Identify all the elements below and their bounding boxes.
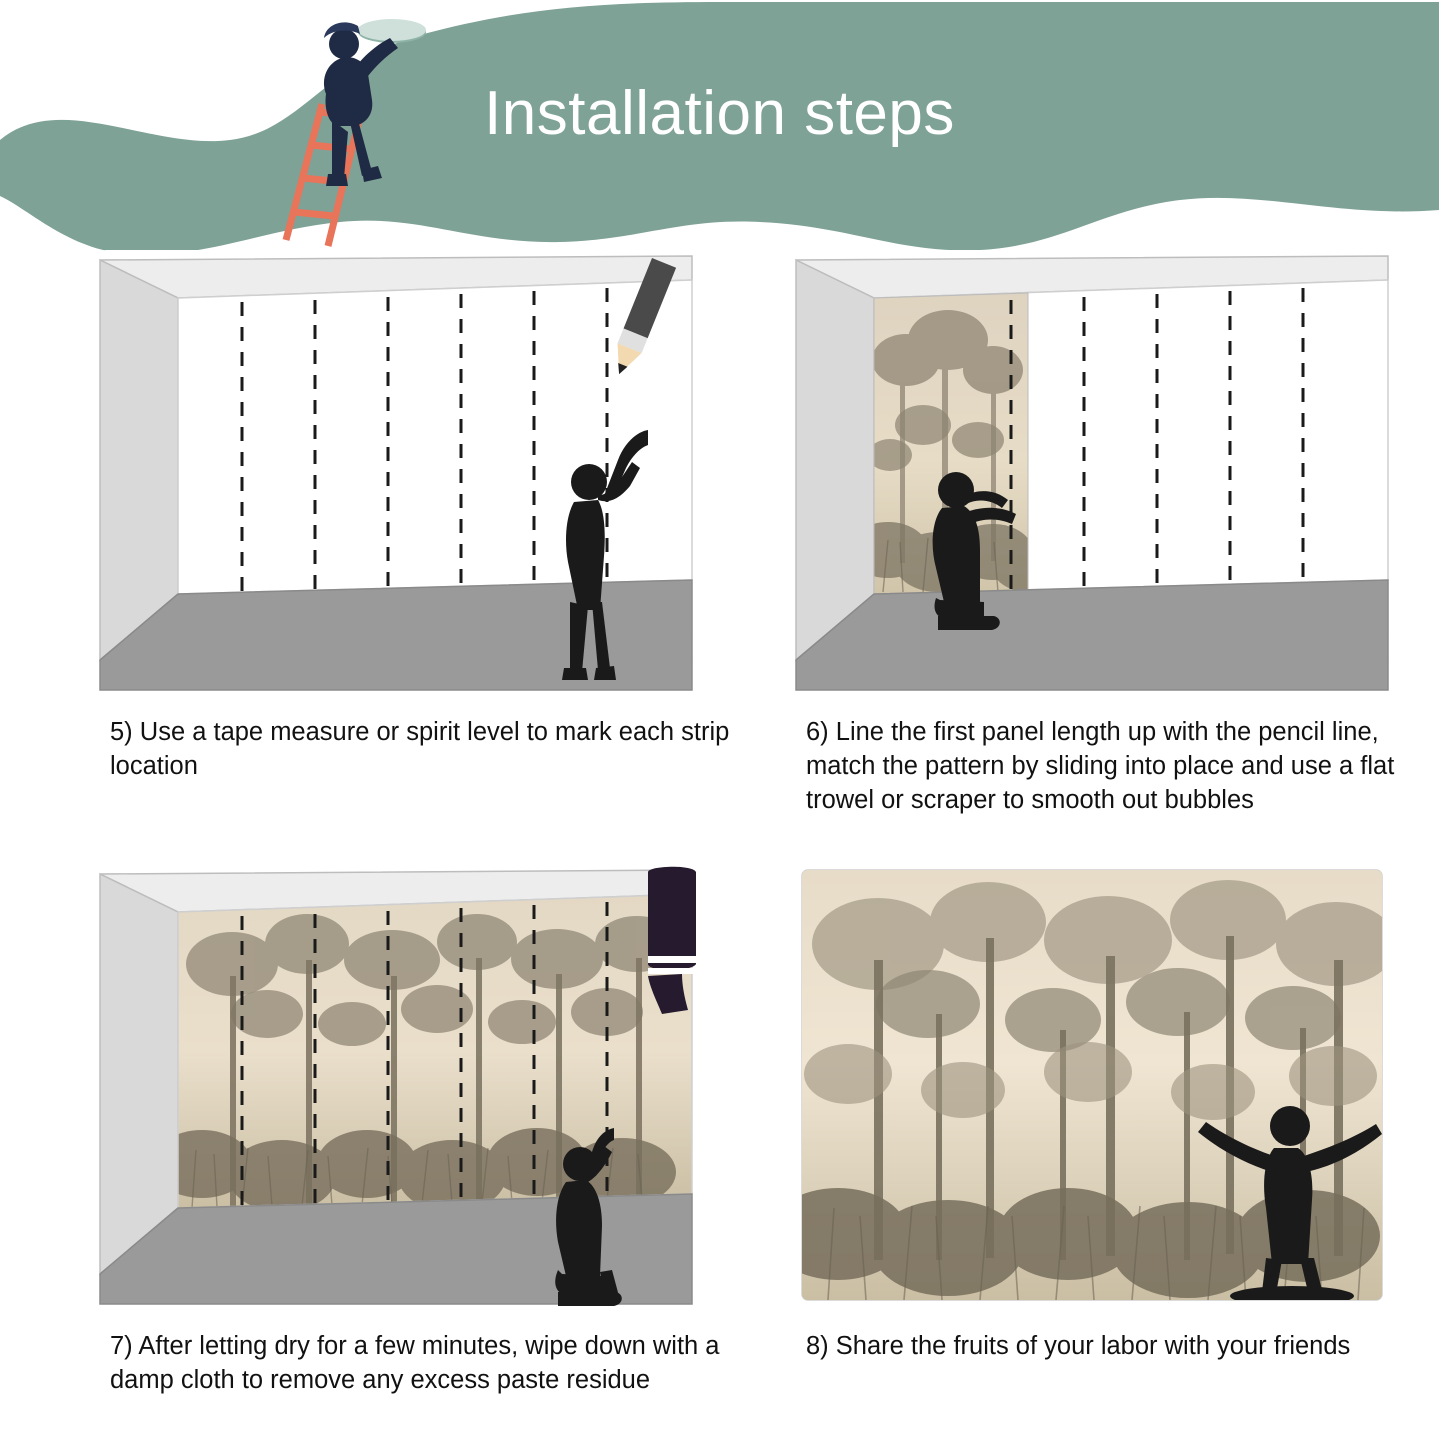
step-text-7: After letting dry for a few minutes, wipe down with a damp cloth to remove any excess paste residue bbox=[110, 1332, 720, 1395]
caption-step-5 bbox=[92, 715, 730, 783]
step-number-8: 8) bbox=[806, 1332, 829, 1360]
room-with-first-panel-applied bbox=[788, 250, 1396, 697]
step-card-8 bbox=[788, 864, 1426, 1363]
step-text-5: Use a tape measure or spirit level to mark each strip location bbox=[110, 718, 730, 781]
figure-step-6 bbox=[788, 250, 1396, 697]
room-with-pencil-marks bbox=[92, 250, 700, 697]
step-text-8: Share the fruits of your labor with your friends bbox=[835, 1332, 1351, 1360]
step-card-5 bbox=[92, 250, 730, 783]
figure-step-5 bbox=[92, 250, 700, 697]
header-banner bbox=[0, 0, 1439, 262]
step-card-7 bbox=[92, 864, 730, 1397]
step-number-5: 5) bbox=[110, 718, 133, 746]
figure-step-7 bbox=[92, 864, 700, 1311]
caption-step-7 bbox=[92, 1329, 730, 1397]
step-card-6 bbox=[788, 250, 1439, 817]
room-wiping-panels bbox=[92, 864, 700, 1311]
caption-step-8 bbox=[788, 1329, 1426, 1363]
caption-step-6 bbox=[788, 715, 1439, 817]
page-title: Installation steps bbox=[484, 79, 955, 148]
finished-forest-mural bbox=[788, 864, 1396, 1311]
step-number-7: 7) bbox=[110, 1332, 133, 1360]
figure-step-8 bbox=[788, 864, 1396, 1311]
step-number-6: 6) bbox=[806, 718, 829, 746]
step-text-6: Line the first panel length up with the pencil line, match the pattern by sliding into place and use a flat trowel or scraper to smooth out bubbles bbox=[806, 718, 1395, 815]
